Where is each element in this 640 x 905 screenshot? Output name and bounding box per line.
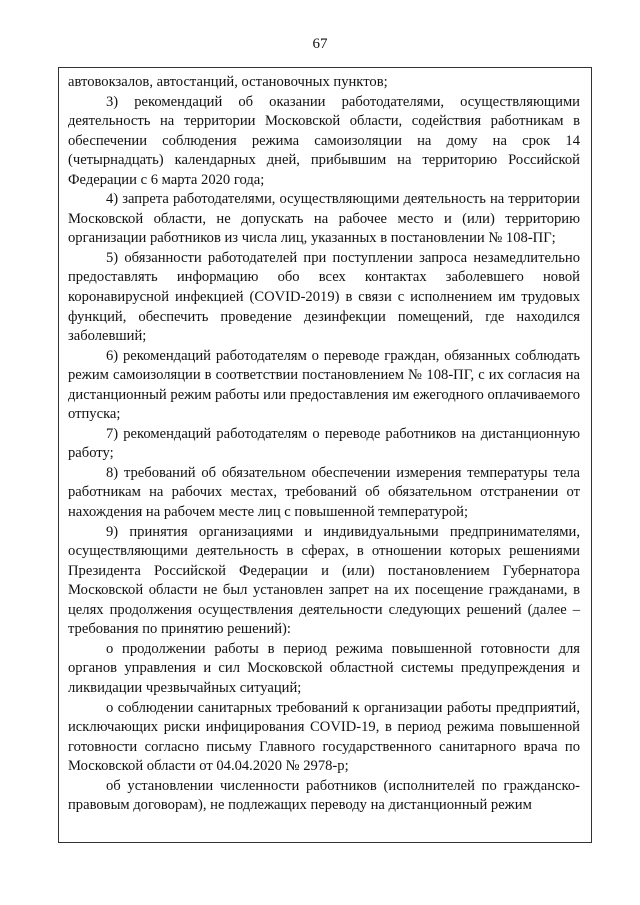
paragraph-item-5: 5) обязанности работодателей при поступлении запроса незамедлительно предоставлять информацию обо всех контактах заболевшего новой коронавирусной инфекцией (COVID-2019) в связи с исполнением им трудовых функций, обеспечить проведение дезинфекции помещений, где находился заболевший; — [68, 249, 580, 345]
paragraph-item-6: 6) рекомендаций работодателям о переводе граждан, обязанных соблюдать режим самоизоляции в соответствии постановлением № 108-ПГ, с их согласия на дистанционный режим работы или предоставления им ежегодного оплачиваемого отпуска; — [68, 347, 580, 423]
paragraph-item-4: 4) запрета работодателями, осуществляющими деятельность на территории Московской области, не допускать на рабочее место и (или) территорию организации работников из числа лиц, указанных в постановлении № 108-ПГ; — [68, 191, 580, 247]
paragraph-item-3: 3) рекомендаций об оказании работодателями, осуществляющими деятельность на территории Московской области, содействия работникам в обеспечении соблюдения режима самоизоляции на дому на срок 14 (четырнадцать) календарных дней, прибывшим на территорию Российской Федерации с 6 марта 2020 года; — [68, 93, 580, 188]
paragraph-sub-3: об установлении численности работников (исполнителей по гражданско-правовым договорам), не подлежащих переводу на дистанционный режим — [68, 777, 580, 814]
paragraph-continuation: автовокзалов, автостанций, остановочных пунктов; — [68, 74, 388, 90]
paragraph-item-9: 9) принятия организациями и индивидуальными предпринимателями, осуществляющими деятельность в сферах, в отношении которых решениями Президента Российской Федерации и (или) постановлением Губернатора Московской области не был установлен запрет на их посещение гражданами, в целях продолжения осуществления деятельности следующих решений (далее – требования по принятию решений): — [68, 523, 580, 638]
paragraph-sub-2: о соблюдении санитарных требований к организации работы предприятий, исключающих риски инфицирования COVID-19, в период режима повышенной готовности согласно письму Главного государственного санитарного врача по Московской области от 04.04.2020 № 2978-р; — [68, 699, 580, 775]
paragraph-item-7: 7) рекомендаций работодателям о переводе работников на дистанционную работу; — [68, 425, 580, 462]
page-number: 67 — [312, 36, 328, 52]
paragraph-item-8: 8) требований об обязательном обеспечении измерения температуры тела работникам на рабочих местах, требований об обязательном отстранении от нахождения на рабочем месте лиц с повышенной температурой; — [68, 464, 580, 521]
paragraph-sub-1: о продолжении работы в период режима повышенной готовности для органов управления и сил Московской областной системы предупреждения и ликвидации чрезвычайных ситуаций; — [68, 640, 580, 696]
document-body — [68, 73, 580, 816]
